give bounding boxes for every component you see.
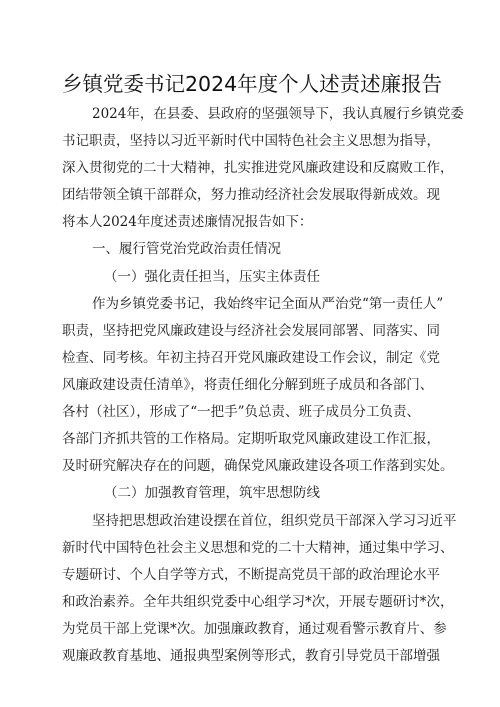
body-line: 各村（社区），形成了“一把手”负总责、班子成员分工负责、 (62, 404, 421, 420)
body-line: 风廉政建设责任清单》，将责任细化分解到班子成员和各部门、 (62, 377, 434, 393)
intro-line: 深入贯彻党的二十大精神，扎实推进党风廉政建设和反腐败工作， (62, 160, 454, 176)
body-line: 及时研究解决存在的问题，确保党风廉政建设各项工作落到实处。 (62, 458, 454, 474)
body-line: 各部门齐抓共管的工作格局。定期听取党风廉政建设工作汇报， (62, 431, 440, 447)
body-line: 坚持把思想政治建设摆在首位，组织党员干部深入学习习近平 (92, 513, 457, 529)
body-line: 观廉政教育基地、通报典型案例等形式，教育引导党员干部增强 (62, 648, 440, 664)
document-title: 乡镇党委书记2024年度个人述责述廉报告 (62, 72, 443, 96)
section-heading: 一、履行管党治党政治责任情况 (92, 241, 281, 257)
body-line: 检查、同考核。年初主持召开党风廉政建设工作会议，制定《党 (62, 350, 440, 366)
body-line: 新时代中国特色社会主义思想和党的二十大精神，通过集中学习、 (62, 540, 454, 556)
intro-line: 将本人2024年度述责述廉情况报告如下： (62, 214, 313, 230)
subsection-heading: （二）加强教育管理，筑牢思想防线 (104, 485, 320, 501)
intro-line: 2024年，在县委、县政府的坚强领导下，我认真履行乡镇党委 (92, 106, 464, 122)
body-line: 职责，坚持把党风廉政建设与经济社会发展同部署、同落实、同 (62, 323, 440, 339)
intro-line: 书记职责，坚持以习近平新时代中国特色社会主义思想为指导， (62, 133, 440, 149)
body-line: 作为乡镇党委书记，我始终牢记全面从严治党“第一责任人” (92, 296, 444, 312)
intro-line: 团结带领全镇干部群众，努力推动经济社会发展取得新成效。现 (62, 187, 440, 203)
subsection-heading: （一）强化责任担当，压实主体责任 (104, 269, 320, 285)
body-line: 和政治素养。全年共组织党委中心组学习*次，开展专题研讨*次， (62, 594, 454, 610)
body-line: 为党员干部上党课*次。加强廉政教育，通过观看警示教育片、参 (62, 621, 447, 637)
body-line: 专题研讨、个人自学等方式，不断提高党员干部的政治理论水平 (62, 567, 440, 583)
